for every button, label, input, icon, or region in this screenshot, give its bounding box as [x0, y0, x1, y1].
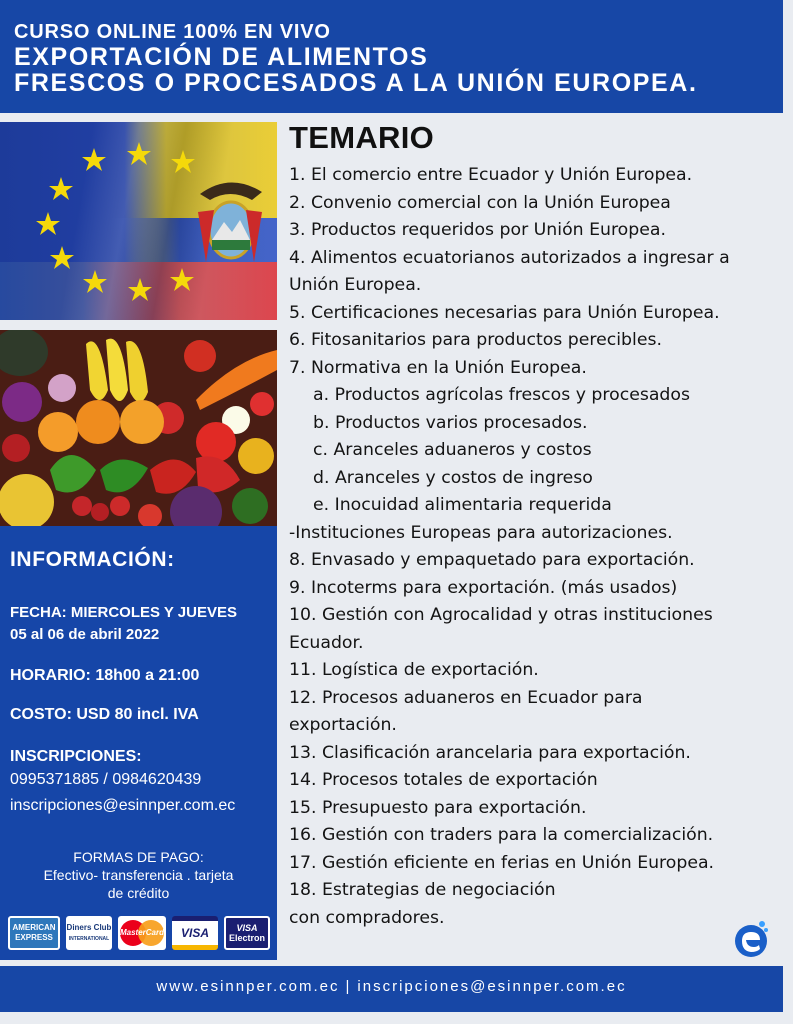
temario-item: 18. Estrategias de negociación: [289, 880, 556, 900]
payment-methods-line-2: de crédito: [107, 885, 170, 901]
temario-item: Ecuador.: [289, 632, 364, 653]
temario-item: 7. Normativa en la Unión Europea.: [289, 357, 587, 378]
temario-item: 3. Productos requeridos por Unión Europea.: [289, 220, 666, 240]
course-title-line-2: FRESCOS O PROCESADOS A LA UNIÓN EUROPEA.: [14, 69, 698, 97]
temario-item: 16. Gestión con traders para la comercialización.: [289, 825, 714, 845]
ecuador-coat-of-arms-icon: [198, 182, 262, 262]
fecha-dates: 05 al 06 de abril 2022: [10, 626, 160, 643]
course-title-line-1: EXPORTACIÓN DE ALIMENTOS: [14, 43, 429, 71]
temario-item: 13. Clasificación arancelaria para exportación.: [289, 742, 691, 763]
temario-title: TEMARIO: [289, 120, 435, 155]
temario-subitem: a. Productos agrícolas frescos y procesados: [313, 385, 690, 405]
footer-email-link[interactable]: inscripciones@esinnper.com.ec: [357, 978, 627, 995]
temario-item: 12. Procesos aduaneros en Ecuador para: [289, 687, 643, 708]
eu-stars-icon: [0, 122, 277, 320]
temario-item: 8. Envasado y empaquetado para exportación.: [289, 550, 695, 570]
temario-item: 6. Fitosanitarios para productos perecibles.: [289, 330, 662, 350]
temario-list: [289, 162, 779, 932]
footer-bar: [0, 966, 783, 1012]
temario-item: -Instituciones Europeas para autorizaciones.: [289, 522, 673, 543]
info-panel: [0, 526, 277, 960]
fecha-label: FECHA: MIERCOLES Y JUEVES: [10, 604, 237, 621]
temario-subitem: c. Aranceles aduaneros y costos: [313, 440, 592, 460]
temario-subitem: e. Inocuidad alimentaria requerida: [313, 495, 612, 515]
eu-ecuador-flags-image: [0, 122, 277, 320]
temario-item: 4. Alimentos ecuatorianos autorizados a ingresar a: [289, 247, 730, 268]
amex-card-icon: AMERICAN EXPRESS: [8, 916, 60, 950]
temario-item: exportación.: [289, 715, 397, 735]
footer-separator: |: [345, 978, 352, 995]
temario-item: con compradores.: [289, 907, 445, 928]
payment-title: FORMAS DE PAGO:: [73, 849, 204, 865]
temario-subitem: b. Productos varios procesados.: [313, 412, 588, 433]
temario-subitem: d. Aranceles y costos de ingreso: [313, 467, 593, 488]
registration-email[interactable]: inscripciones@esinnper.com.ec: [10, 797, 236, 814]
temario-item: 14. Procesos totales de exportación: [289, 770, 598, 790]
temario-item: 11. Logística de exportación.: [289, 660, 539, 680]
temario-item: 17. Gestión eficiente en ferias en Unión Europea.: [289, 852, 715, 873]
temario-item: 5. Certificaciones necesarias para Unión Europea.: [289, 302, 720, 323]
inscripciones-label: INSCRIPCIONES:: [10, 748, 142, 765]
payment-methods-line-1: Efectivo- transferencia . tarjeta: [43, 867, 234, 883]
payment-cards: [8, 916, 270, 952]
produce-photo-icon: [0, 330, 277, 526]
diners-club-card-icon: Diners Club INTERNATIONAL: [66, 916, 112, 950]
temario-item: Unión Europea.: [289, 275, 422, 295]
course-kicker: CURSO ONLINE 100% EN VIVO: [14, 21, 331, 43]
temario-item: 1. El comercio entre Ecuador y Unión Europea.: [289, 165, 693, 185]
horario-text: HORARIO: 18h00 a 21:00: [10, 667, 200, 684]
temario-item: 2. Convenio comercial con la Unión Europea: [289, 192, 671, 213]
esinnper-logo-icon: [732, 918, 770, 958]
header-banner: [0, 0, 783, 113]
footer-website-link[interactable]: www.esinnper.com.ec: [156, 978, 340, 995]
visa-card-icon: VISA: [172, 916, 218, 950]
temario-item: 15. Presupuesto para exportación.: [289, 797, 587, 818]
temario-item: 9. Incoterms para exportación. (más usados): [289, 577, 678, 598]
costo-text: COSTO: USD 80 incl. IVA: [10, 706, 199, 723]
fruits-vegetables-image: [0, 330, 277, 526]
phone-numbers: 0995371885 / 0984620439: [10, 771, 202, 788]
info-title: INFORMACIÓN:: [10, 548, 175, 571]
visa-electron-card-icon: VISA Electron: [224, 916, 270, 950]
temario-item: 10. Gestión con Agrocalidad y otras instituciones: [289, 605, 713, 625]
mastercard-card-icon: MasterCard: [118, 916, 166, 950]
